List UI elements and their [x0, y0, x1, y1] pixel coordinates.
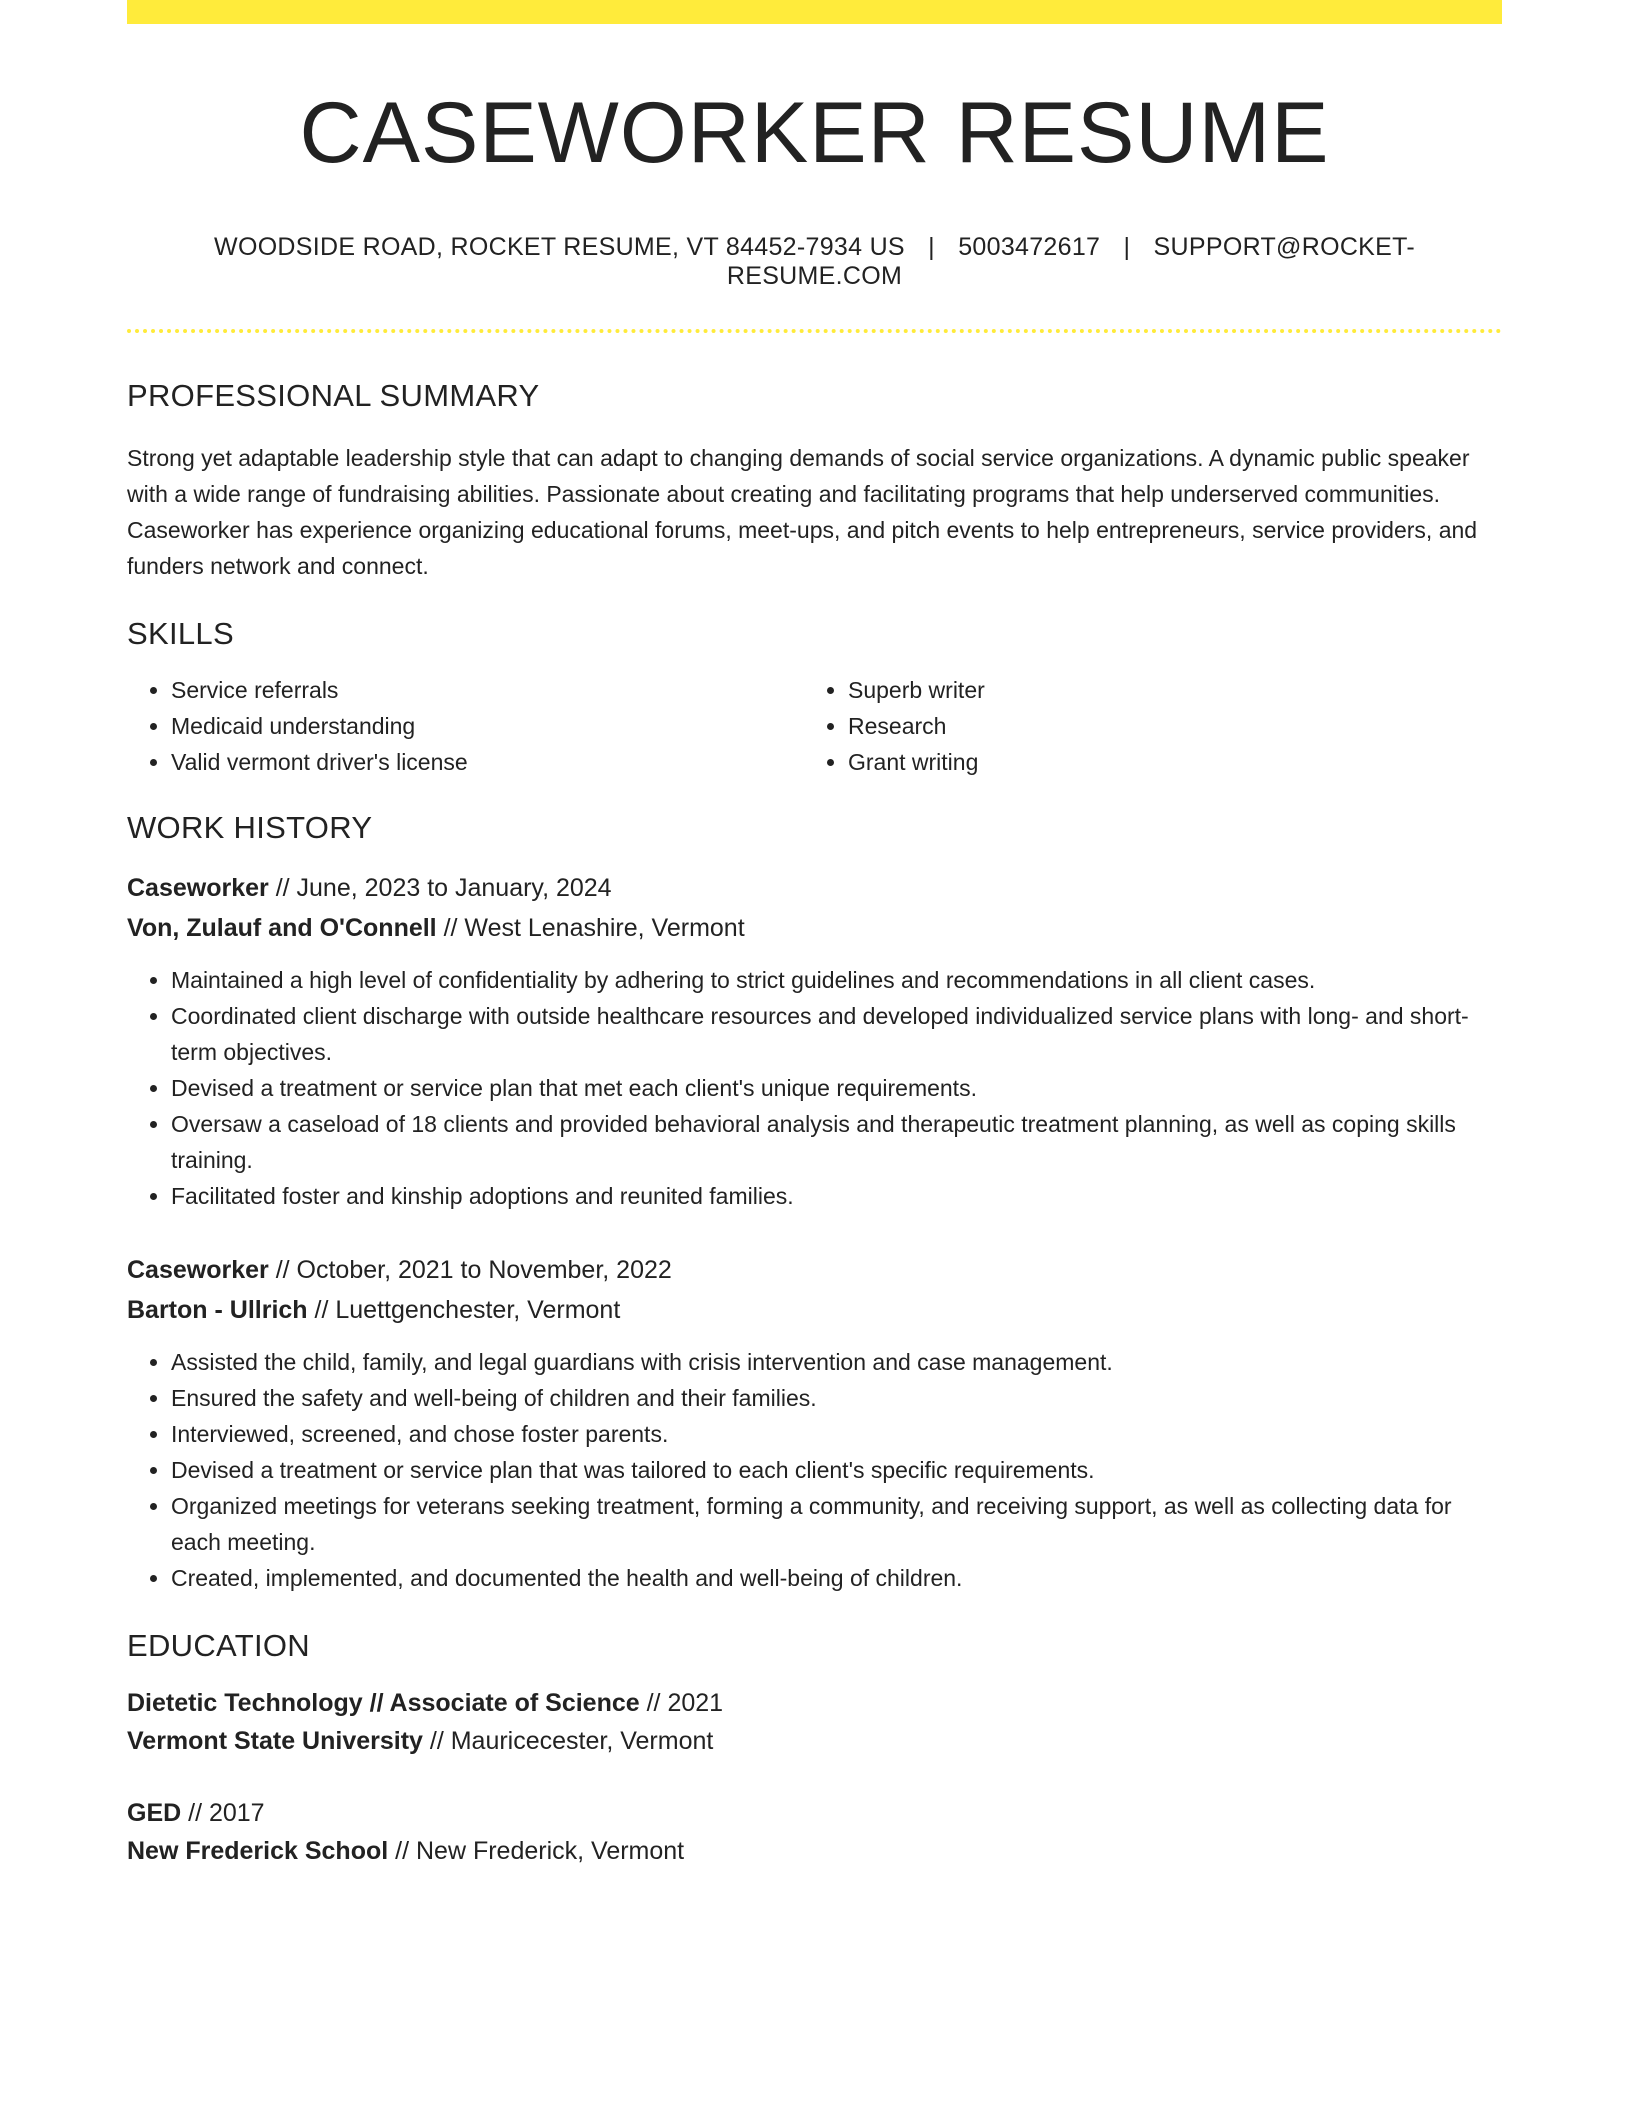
job-title-line — [127, 1250, 1502, 1290]
job-bullet: • Facilitated foster and kinship adoptions and reunited families. — [171, 1178, 1502, 1214]
job-location: // Luettgenchester, Vermont — [307, 1295, 621, 1324]
job-location: // West Lenashire, Vermont — [436, 913, 745, 942]
education-degree: Dietetic Technology // Associate of Science — [127, 1688, 640, 1717]
job-bullets — [127, 962, 1502, 1214]
job-bullet: • Coordinated client discharge with outside healthcare resources and developed individualized service plans with long- and short-term objectives. — [171, 998, 1502, 1070]
job-entry — [127, 868, 1502, 1214]
job-bullet: • Ensured the safety and well-being of children and their families. — [171, 1380, 1502, 1416]
job-bullet: • Oversaw a caseload of 18 clients and provided behavioral analysis and therapeutic treatment planning, as well as coping skills training. — [171, 1106, 1502, 1178]
skills-column-left — [127, 672, 804, 780]
skills-heading: SKILLS — [127, 615, 234, 651]
education-school-line — [127, 1832, 1502, 1870]
contact-email: SUPPORT@ROCKET-RESUME.COM — [726, 232, 1415, 290]
education-year: // 2017 — [181, 1798, 265, 1827]
summary-heading: PROFESSIONAL SUMMARY — [127, 377, 540, 413]
job-bullet: • Created, implemented, and documented the health and well-being of children. — [171, 1560, 1502, 1596]
skill-item: • Medicaid understanding — [171, 708, 804, 744]
contact-line — [127, 233, 1502, 291]
education-location: // New Frederick, Vermont — [388, 1836, 685, 1865]
skills-list — [127, 672, 1502, 780]
contact-phone: 5003472617 — [958, 232, 1101, 261]
job-bullet: • Devised a treatment or service plan that met each client's unique requirements. — [171, 1070, 1502, 1106]
education-degree: GED — [127, 1798, 182, 1827]
summary-text: Strong yet adaptable leadership style that can adapt to changing demands of social service organizations. A dynamic public speaker with a wide range of fundraising abilities. Passionate about creating and facilitating programs that help underserved communities. Caseworker has experience organizing educational forums, meet-ups, and pitch events to help entrepreneurs, service providers, and funders network and connect. — [127, 444, 1478, 579]
job-role: Caseworker — [127, 873, 269, 902]
top-accent-bar — [127, 0, 1502, 24]
education-entry — [127, 1684, 1502, 1760]
skill-item: • Valid vermont driver's license — [171, 744, 804, 780]
header-divider — [127, 329, 1502, 333]
job-company-line — [127, 908, 1502, 948]
job-entry — [127, 1250, 1502, 1596]
job-bullets — [127, 1344, 1502, 1596]
skills-column-right — [804, 672, 1481, 780]
work-history-heading: WORK HISTORY — [127, 809, 373, 845]
education-degree-line — [127, 1684, 1502, 1722]
education-school-line — [127, 1722, 1502, 1760]
job-dates: // October, 2021 to November, 2022 — [268, 1255, 672, 1284]
job-role: Caseworker — [127, 1255, 269, 1284]
job-bullet: • Organized meetings for veterans seeking treatment, forming a community, and receiving support, as well as collecting data for each meeting. — [171, 1488, 1502, 1560]
job-bullet: • Assisted the child, family, and legal guardians with crisis intervention and case management. — [171, 1344, 1502, 1380]
job-bullet: • Interviewed, screened, and chose foster parents. — [171, 1416, 1502, 1452]
resume-title: CASEWORKER RESUME — [299, 85, 1330, 181]
contact-separator: | — [1123, 232, 1131, 261]
contact-separator: | — [928, 232, 935, 261]
education-entry — [127, 1794, 1502, 1870]
job-title-line — [127, 868, 1502, 908]
job-dates: // June, 2023 to January, 2024 — [268, 873, 612, 902]
resume-page — [127, 0, 1502, 1870]
skill-item: • Research — [848, 708, 1481, 744]
job-bullet: • Maintained a high level of confidentiality by adhering to strict guidelines and recommendations in all client cases. — [171, 962, 1502, 998]
education-location: // Mauricecester, Vermont — [422, 1726, 714, 1755]
job-bullet: • Devised a treatment or service plan that was tailored to each client's specific requirements. — [171, 1452, 1502, 1488]
education-heading: EDUCATION — [127, 1627, 310, 1663]
education-degree-line — [127, 1794, 1502, 1832]
education-school: Vermont State University — [127, 1726, 423, 1755]
education-school: New Frederick School — [127, 1836, 389, 1865]
contact-address: WOODSIDE ROAD, ROCKET RESUME, VT 84452-7934 US — [214, 232, 905, 261]
job-company-line — [127, 1290, 1502, 1330]
job-company: Von, Zulauf and O'Connell — [127, 913, 437, 942]
job-company: Barton - Ullrich — [127, 1295, 308, 1324]
skill-item: • Superb writer — [848, 672, 1481, 708]
skill-item: • Grant writing — [848, 744, 1481, 780]
education-year: // 2021 — [639, 1688, 724, 1717]
skill-item: • Service referrals — [171, 672, 804, 708]
